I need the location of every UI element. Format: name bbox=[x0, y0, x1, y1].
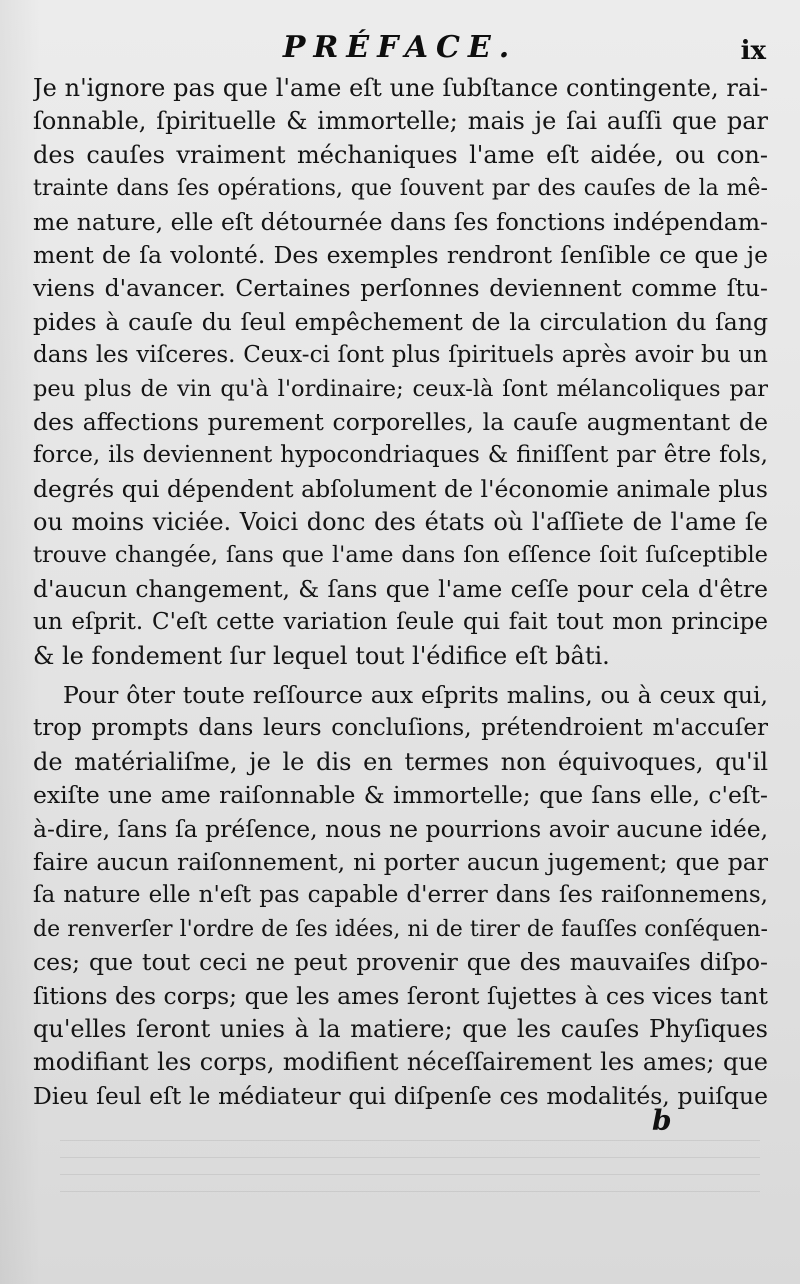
text-line: à-dire, ſans ſa préſence, nous ne pourrions avoir aucune idée, bbox=[33, 814, 768, 843]
body-text bbox=[33, 72, 768, 1113]
text-line: trainte dans ſes opérations, que ſouvent par des cauſes de la mê- bbox=[33, 176, 768, 202]
text-line: Dieu ſeul eſt le médiateur qui diſpenſe ces modalités, puiſque bbox=[33, 1081, 768, 1110]
text-line: ou moins viciée. Voici donc des états où l'aſſiete de l'ame ſe bbox=[33, 508, 768, 537]
text-line: ſa nature elle n'eſt pas capable d'errer dans ſes raiſonnemens, bbox=[33, 882, 768, 909]
text-line: de renverſer l'ordre de ſes idées, ni de tirer de fauſſes conſéquen- bbox=[33, 916, 768, 942]
text-line: de matérialiſme, je le dis en termes non équivoques, qu'il bbox=[33, 747, 768, 776]
text-line: viens d'avancer. Certaines perſonnes deviennent comme ſtu- bbox=[33, 274, 768, 303]
text-line: ment de ſa volonté. Des exemples rendront ſenſible ce que je bbox=[33, 240, 768, 269]
text-line: dans les viſceres. Ceux-ci ſont plus ſpirituels après avoir bu un bbox=[33, 342, 768, 369]
text-line: Pour ôter toute reſſource aux eſprits malins, ou à ceux qui, bbox=[63, 681, 768, 710]
text-line: trop prompts dans leurs concluſions, prétendroient m'accuſer bbox=[33, 715, 768, 742]
text-line: pides à cauſe du ſeul empêchement de la circulation du ſang bbox=[33, 307, 768, 336]
paragraph-1 bbox=[33, 72, 768, 673]
text-line: me nature, elle eſt détournée dans ſes fonctions indépendam- bbox=[33, 207, 768, 236]
text-line: exiſte une ame raiſonnable & immortelle; que ſans elle, c'eſt- bbox=[33, 781, 768, 810]
text-line: ces; que tout ceci ne peut provenir que des mauvaiſes diſpo- bbox=[33, 948, 768, 977]
text-line: qu'elles ſeront unies à la matiere; que les cauſes Phyſiques bbox=[33, 1014, 768, 1043]
text-line: d'aucun changement, & ſans que l'ame ceſſe pour cela d'être bbox=[33, 574, 768, 603]
page-header bbox=[30, 24, 770, 76]
text-line: un eſprit. C'eſt cette variation ſeule qui fait tout mon principe bbox=[33, 609, 768, 636]
text-line: modifiant les corps, modifient néceſſairement les ames; que bbox=[33, 1048, 768, 1077]
text-line: Je n'ignore pas que l'ame eſt une ſubſtance contingente, rai- bbox=[33, 74, 768, 102]
text-line: des affections purement corporelles, la cauſe augmentant de bbox=[33, 407, 768, 436]
text-line: des cauſes vraiment méchaniques l'ame eſt aidée, ou con- bbox=[33, 140, 768, 169]
text-line: degrés qui dépendent abſolument de l'économie animale plus bbox=[33, 474, 768, 503]
page-number: ix bbox=[740, 36, 766, 66]
text-line: faire aucun raiſonnement, ni porter aucun jugement; que par bbox=[33, 847, 768, 876]
text-line: ſitions des corps; que les ames ſeront ſujettes à ces vices tant bbox=[33, 981, 768, 1010]
text-line: ſonnable, ſpirituelle & immortelle; mais je ſai auſſi que par bbox=[33, 107, 768, 136]
text-line: & le fondement ſur lequel tout l'édifice eſt bâti. bbox=[33, 641, 610, 670]
paragraph-2 bbox=[33, 679, 768, 1113]
text-line: force, ils deviennent hypocondriaques & finiſſent par être fols, bbox=[33, 442, 768, 469]
running-title: PRÉFACE. bbox=[282, 30, 518, 65]
signature-mark: b bbox=[652, 1104, 672, 1137]
text-line: trouve changée, ſans que l'ame dans ſon eſſence ſoit ſuſceptible bbox=[33, 542, 768, 569]
show-through-texture bbox=[60, 1140, 760, 1200]
text-line: peu plus de vin qu'à l'ordinaire; ceux-là ſont mélancoliques par bbox=[33, 375, 768, 402]
